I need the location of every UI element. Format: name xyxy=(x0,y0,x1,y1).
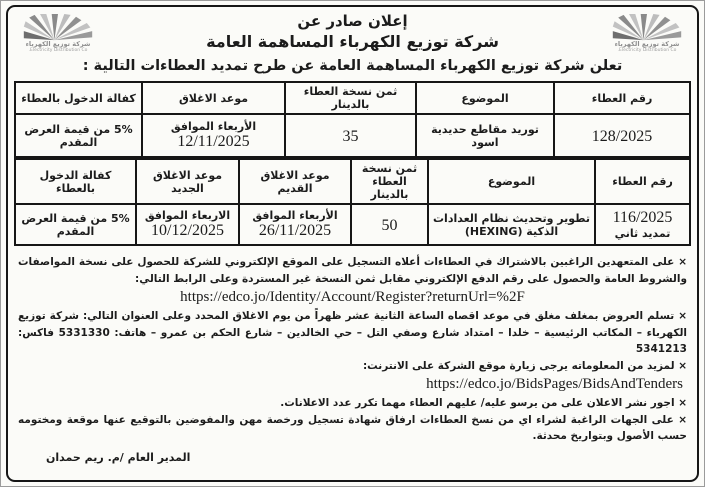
old-closing-date-cell xyxy=(239,204,351,245)
footnotes xyxy=(8,246,697,466)
announcement-title: إعلان صادر عن xyxy=(297,12,408,30)
note-required-documents: × على الجهات الراغبة لشراء اي من نسخ العطاءات ارفاق شهادة تسجيل ورخصة مهن والمفوضين بالتوقيع عنها موقعة ومختومه حسب الأصول وبتواريخ محدثة. xyxy=(18,413,687,442)
subject-cell: توريد مقاطع حديدية اسود xyxy=(416,114,554,157)
subject-cell xyxy=(428,204,595,245)
closing-day-label: الأربعاء الموافق xyxy=(170,120,257,133)
sunburst-logo-icon xyxy=(23,14,93,41)
entry-bond-cell: 5% من قيمة العرض المقدم xyxy=(15,114,142,157)
copy-price: 50 xyxy=(381,216,398,234)
title-block xyxy=(8,7,697,74)
table-row xyxy=(15,114,690,157)
tender-number: 128/2025 xyxy=(591,127,653,145)
tenders-page-url: https://edco.jo/BidsPages/BidsAndTenders xyxy=(426,376,683,392)
col-old-closing-date: موعد الاغلاق القديم xyxy=(239,159,351,204)
closing-date-cell xyxy=(142,114,285,157)
company-logo-right xyxy=(606,14,688,53)
col-entry-bond: كفالة الدخول بالعطاء xyxy=(15,159,136,204)
general-manager-signature: المدير العام /م. ريم حمدان xyxy=(46,450,191,464)
sunburst-logo-icon xyxy=(612,14,682,41)
col-new-closing-date: موعد الاغلاق الجديد xyxy=(136,159,239,204)
copy-price: 35 xyxy=(342,127,359,145)
tender-extension-note: تمديد ثاني xyxy=(614,227,671,240)
page-frame xyxy=(6,5,699,482)
tender-number-cell xyxy=(595,204,690,245)
old-closing-day-label: الأربعاء الموافق xyxy=(252,209,338,222)
col-copy-price: ثمن نسخة العطاء بالدينار xyxy=(351,159,428,204)
note-submission-address: × تسلم العروض بمغلف مغلق في موعد اقصاه الساعة الثانية عشر ظهراً من يوم الاغلاق المحدد وعلى العنوان التالي: شركة توزيع الكهرباء – المكاتب الرئيسية – خلدا – امتداد شارع وصفي التل – حي الخالدين – شارع الحكم بن عمرو – هاتف: 5331330 فاكس: 5341213 xyxy=(18,310,687,355)
note-registration: × على المتعهدين الراغبين بالاشتراك في العطاءات أعلاه التسجيل على الموقع الإلكتروني للشركة للحصول على نسخة المواصفات والشروط العامة والحصول على رقم الدفع الإلكتروني مقابل ثمن النسخة غير المستردة وعلى الرابط التالي: xyxy=(18,256,687,285)
table-row xyxy=(15,204,690,245)
closing-date: 12/11/2025 xyxy=(177,133,250,150)
note-more-info: × لمزيد من المعلوماته يرجى زيارة موقع الشركة على الانترنت: xyxy=(362,359,687,372)
tender-number-cell xyxy=(554,114,690,157)
tender-table-2 xyxy=(14,158,691,246)
tender-number: 116/2025 xyxy=(612,209,673,226)
company-logo-left xyxy=(17,14,99,53)
table-header-row xyxy=(15,82,690,114)
col-subject: الموضوع xyxy=(428,159,595,204)
tender-table-1 xyxy=(14,81,691,158)
subject-line-1: تطوير وتحديث نظام العدادات xyxy=(433,211,590,225)
logo-caption-ar: شركة توزيع الكهرباء xyxy=(25,40,91,48)
logo-caption-ar: شركة توزيع الكهرباء xyxy=(614,40,680,48)
logo-caption-en: Electricity Distribution Co. xyxy=(617,48,677,53)
new-closing-date: 10/12/2025 xyxy=(151,222,224,239)
col-entry-bond: كفالة الدخول بالعطاء xyxy=(15,82,142,114)
company-name: شركة توزيع الكهرباء المساهمة العامة xyxy=(206,32,499,51)
new-closing-date-cell xyxy=(136,204,239,245)
new-closing-day-label: الاربعاء الموافق xyxy=(144,209,231,222)
note-publication-fees: × اجور نشر الاعلان على من يرسو عليه/ عليهم العطاء مهما تكرر عدد الاعلانات. xyxy=(280,397,687,409)
entry-bond-cell: 5% من قيمة العرض المقدم xyxy=(15,204,136,245)
col-subject: الموضوع xyxy=(416,82,554,114)
copy-price-cell xyxy=(285,114,416,157)
col-closing-date: موعد الاغلاق xyxy=(142,82,285,114)
table-header-row xyxy=(15,159,690,204)
announcement-subtitle: تعلن شركة توزيع الكهرباء المساهمة العامة عن طرح تمديد العطاءات التالية : xyxy=(82,58,623,74)
registration-url: https://edco.jo/Identity/Account/Register?returnUrl=%2F xyxy=(180,289,525,305)
logo-caption-en: Electricity Distribution Co. xyxy=(28,48,88,53)
old-closing-date: 26/11/2025 xyxy=(258,222,332,239)
col-tender-number: رقم العطاء xyxy=(595,159,690,204)
header xyxy=(8,7,697,81)
copy-price-cell xyxy=(351,204,428,245)
col-copy-price: ثمن نسخة العطاء بالدينار xyxy=(285,82,416,114)
col-tender-number: رقم العطاء xyxy=(554,82,690,114)
subject-line-2: الذكية (HEXING) xyxy=(464,224,559,238)
